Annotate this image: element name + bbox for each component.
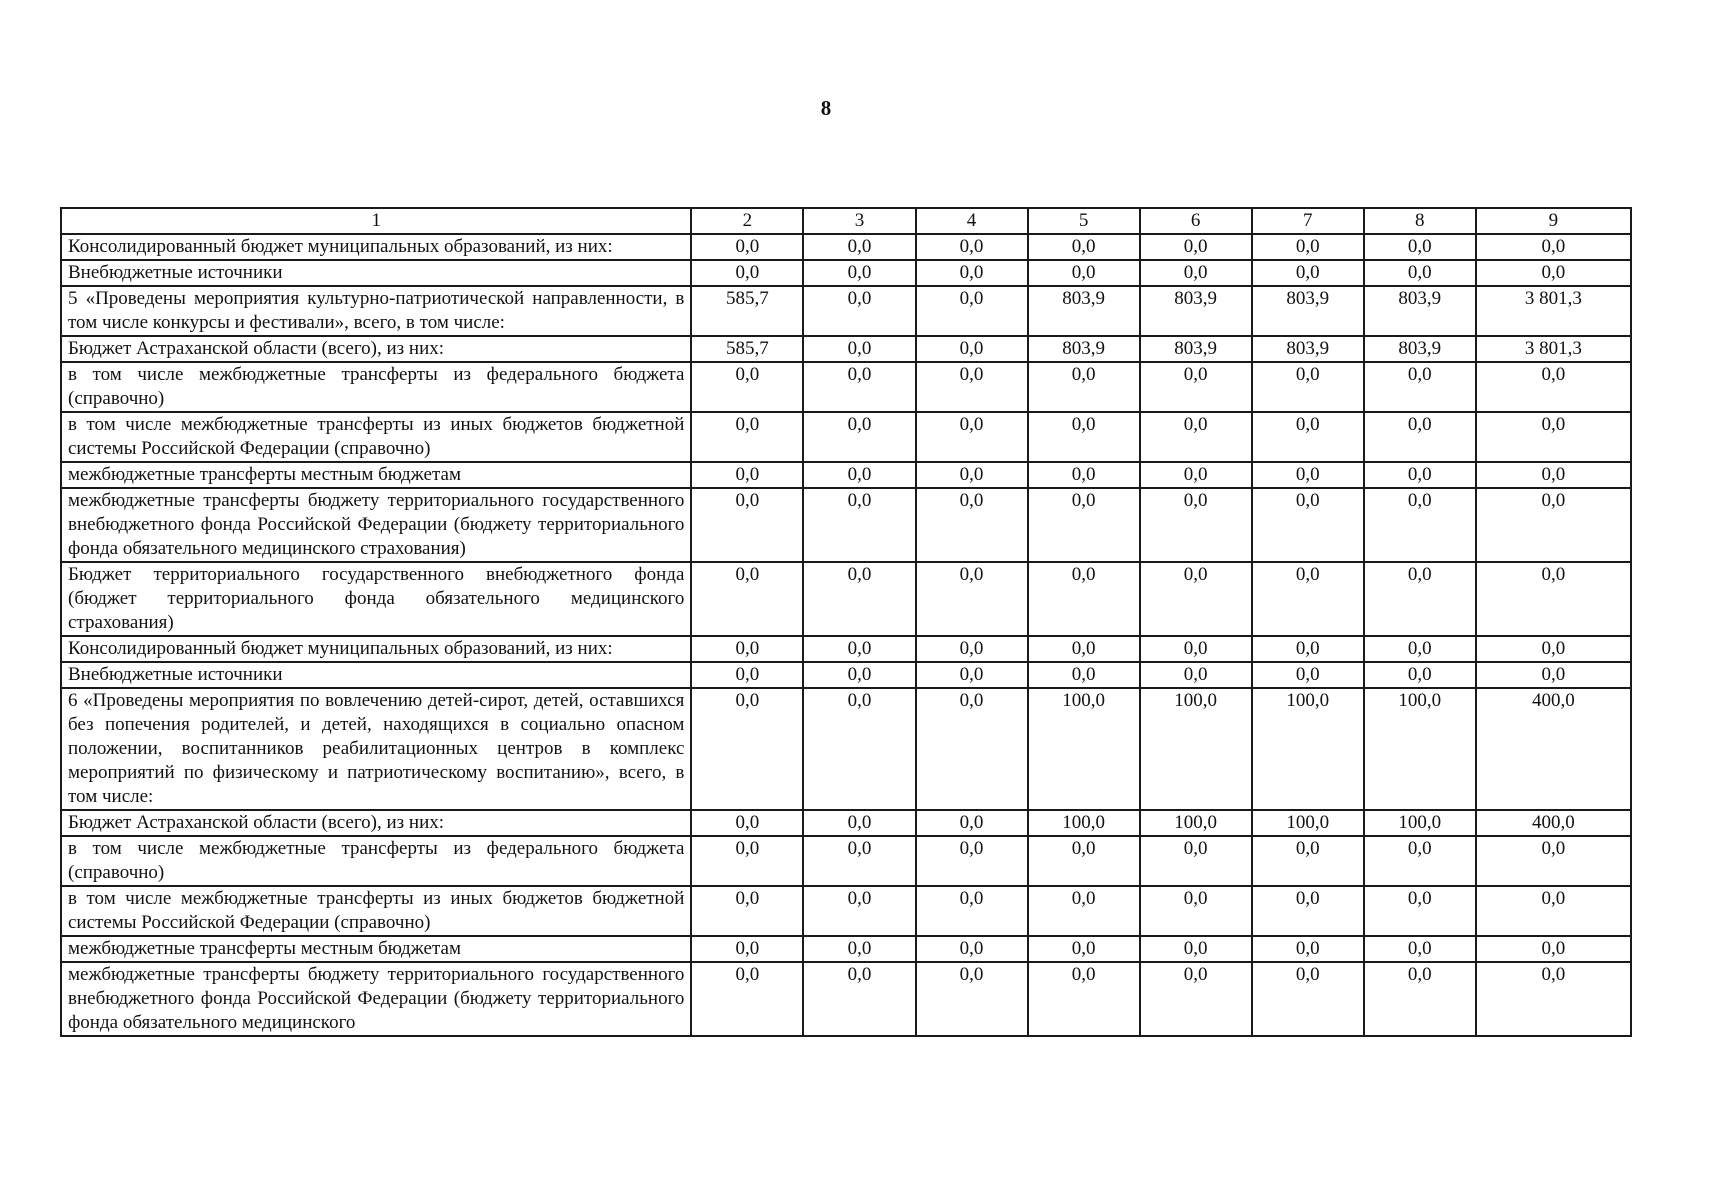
value-cell-col-5: 0,0 — [1028, 260, 1140, 286]
value-cell-col-6: 803,9 — [1140, 336, 1252, 362]
value-cell-col-8: 0,0 — [1364, 662, 1476, 688]
value-cell-col-4: 0,0 — [916, 962, 1028, 1036]
value-cell-col-2: 0,0 — [691, 636, 803, 662]
value-cell-col-3: 0,0 — [803, 336, 915, 362]
value-cell-col-6: 0,0 — [1140, 488, 1252, 562]
value-cell-col-7: 0,0 — [1252, 260, 1364, 286]
table-row — [61, 234, 1631, 260]
value-cell-col-6: 803,9 — [1140, 286, 1252, 336]
value-cell-col-2: 585,7 — [691, 286, 803, 336]
table-row — [61, 260, 1631, 286]
value-cell-col-5: 0,0 — [1028, 636, 1140, 662]
value-cell-col-9: 0,0 — [1476, 662, 1631, 688]
column-header: 1 — [61, 208, 691, 234]
row-label: Бюджет Астраханской области (всего), из них: — [61, 336, 691, 362]
value-cell-col-8: 0,0 — [1364, 636, 1476, 662]
value-cell-col-7: 803,9 — [1252, 286, 1364, 336]
value-cell-col-4: 0,0 — [916, 260, 1028, 286]
value-cell-col-3: 0,0 — [803, 810, 915, 836]
value-cell-col-4: 0,0 — [916, 836, 1028, 886]
row-label: межбюджетные трансферты бюджету территориального государственного внебюджетного фонда Российской Федерации (бюджету территориального фонда обязательного медицинского — [61, 962, 691, 1036]
value-cell-col-2: 0,0 — [691, 362, 803, 412]
value-cell-col-2: 0,0 — [691, 462, 803, 488]
value-cell-col-3: 0,0 — [803, 488, 915, 562]
row-label: Консолидированный бюджет муниципальных образований, из них: — [61, 636, 691, 662]
value-cell-col-2: 0,0 — [691, 234, 803, 260]
value-cell-col-9: 0,0 — [1476, 412, 1631, 462]
value-cell-col-3: 0,0 — [803, 936, 915, 962]
value-cell-col-8: 803,9 — [1364, 336, 1476, 362]
row-label: Бюджет Астраханской области (всего), из них: — [61, 810, 691, 836]
value-cell-col-5: 0,0 — [1028, 886, 1140, 936]
value-cell-col-5: 803,9 — [1028, 336, 1140, 362]
value-cell-col-4: 0,0 — [916, 688, 1028, 810]
value-cell-col-8: 0,0 — [1364, 412, 1476, 462]
row-label: в том числе межбюджетные трансферты из федерального бюджета (справочно) — [61, 362, 691, 412]
value-cell-col-7: 100,0 — [1252, 688, 1364, 810]
value-cell-col-8: 0,0 — [1364, 886, 1476, 936]
value-cell-col-5: 0,0 — [1028, 488, 1140, 562]
value-cell-col-4: 0,0 — [916, 488, 1028, 562]
value-cell-col-4: 0,0 — [916, 886, 1028, 936]
table-row — [61, 362, 1631, 412]
value-cell-col-4: 0,0 — [916, 362, 1028, 412]
table-body — [61, 234, 1631, 1036]
value-cell-col-7: 803,9 — [1252, 336, 1364, 362]
value-cell-col-9: 0,0 — [1476, 462, 1631, 488]
value-cell-col-5: 0,0 — [1028, 412, 1140, 462]
table-row — [61, 488, 1631, 562]
value-cell-col-5: 0,0 — [1028, 962, 1140, 1036]
value-cell-col-8: 0,0 — [1364, 936, 1476, 962]
row-label: Внебюджетные источники — [61, 260, 691, 286]
value-cell-col-6: 100,0 — [1140, 688, 1252, 810]
row-label: межбюджетные трансферты бюджету территориального государственного внебюджетного фонда Российской Федерации (бюджету территориального фонда обязательного медицинского страхования) — [61, 488, 691, 562]
value-cell-col-2: 0,0 — [691, 810, 803, 836]
value-cell-col-3: 0,0 — [803, 286, 915, 336]
value-cell-col-3: 0,0 — [803, 688, 915, 810]
value-cell-col-5: 100,0 — [1028, 688, 1140, 810]
value-cell-col-9: 0,0 — [1476, 836, 1631, 886]
value-cell-col-4: 0,0 — [916, 286, 1028, 336]
value-cell-col-7: 0,0 — [1252, 562, 1364, 636]
column-header: 6 — [1140, 208, 1252, 234]
table-row — [61, 688, 1631, 810]
value-cell-col-3: 0,0 — [803, 462, 915, 488]
value-cell-col-3: 0,0 — [803, 662, 915, 688]
table-header-row — [61, 208, 1631, 234]
value-cell-col-3: 0,0 — [803, 260, 915, 286]
value-cell-col-4: 0,0 — [916, 662, 1028, 688]
value-cell-col-5: 0,0 — [1028, 836, 1140, 886]
value-cell-col-4: 0,0 — [916, 810, 1028, 836]
value-cell-col-5: 803,9 — [1028, 286, 1140, 336]
value-cell-col-4: 0,0 — [916, 462, 1028, 488]
value-cell-col-6: 0,0 — [1140, 886, 1252, 936]
page-number: 8 — [820, 96, 832, 120]
column-header: 2 — [691, 208, 803, 234]
value-cell-col-9: 0,0 — [1476, 362, 1631, 412]
value-cell-col-6: 100,0 — [1140, 810, 1252, 836]
table-row — [61, 836, 1631, 886]
value-cell-col-2: 0,0 — [691, 488, 803, 562]
value-cell-col-2: 0,0 — [691, 886, 803, 936]
value-cell-col-7: 0,0 — [1252, 662, 1364, 688]
value-cell-col-6: 0,0 — [1140, 412, 1252, 462]
row-label: Внебюджетные источники — [61, 662, 691, 688]
table-row — [61, 562, 1631, 636]
value-cell-col-5: 0,0 — [1028, 234, 1140, 260]
table-row — [61, 886, 1631, 936]
value-cell-col-7: 0,0 — [1252, 636, 1364, 662]
value-cell-col-8: 100,0 — [1364, 810, 1476, 836]
value-cell-col-3: 0,0 — [803, 636, 915, 662]
value-cell-col-9: 3 801,3 — [1476, 336, 1631, 362]
value-cell-col-4: 0,0 — [916, 412, 1028, 462]
row-label: в том числе межбюджетные трансферты из иных бюджетов бюджетной системы Российской Федерации (справочно) — [61, 412, 691, 462]
value-cell-col-9: 0,0 — [1476, 936, 1631, 962]
column-header: 5 — [1028, 208, 1140, 234]
value-cell-col-9: 400,0 — [1476, 688, 1631, 810]
value-cell-col-6: 0,0 — [1140, 636, 1252, 662]
value-cell-col-5: 0,0 — [1028, 362, 1140, 412]
value-cell-col-6: 0,0 — [1140, 362, 1252, 412]
value-cell-col-2: 0,0 — [691, 936, 803, 962]
row-label: в том числе межбюджетные трансферты из иных бюджетов бюджетной системы Российской Федерации (справочно) — [61, 886, 691, 936]
value-cell-col-7: 0,0 — [1252, 234, 1364, 260]
value-cell-col-7: 100,0 — [1252, 810, 1364, 836]
value-cell-col-8: 803,9 — [1364, 286, 1476, 336]
table-row — [61, 412, 1631, 462]
value-cell-col-2: 0,0 — [691, 688, 803, 810]
value-cell-col-6: 0,0 — [1140, 662, 1252, 688]
value-cell-col-9: 0,0 — [1476, 562, 1631, 636]
value-cell-col-9: 0,0 — [1476, 962, 1631, 1036]
value-cell-col-6: 0,0 — [1140, 260, 1252, 286]
value-cell-col-9: 0,0 — [1476, 636, 1631, 662]
row-label: межбюджетные трансферты местным бюджетам — [61, 936, 691, 962]
column-header: 7 — [1252, 208, 1364, 234]
value-cell-col-6: 0,0 — [1140, 562, 1252, 636]
table-row — [61, 662, 1631, 688]
value-cell-col-2: 0,0 — [691, 962, 803, 1036]
value-cell-col-6: 0,0 — [1140, 936, 1252, 962]
column-header: 9 — [1476, 208, 1631, 234]
table-row — [61, 286, 1631, 336]
value-cell-col-2: 0,0 — [691, 260, 803, 286]
row-label: межбюджетные трансферты местным бюджетам — [61, 462, 691, 488]
value-cell-col-5: 0,0 — [1028, 662, 1140, 688]
row-label: Бюджет территориального государственного внебюджетного фонда (бюджет территориального фонда обязательного медицинского страхования) — [61, 562, 691, 636]
value-cell-col-9: 0,0 — [1476, 260, 1631, 286]
value-cell-col-6: 0,0 — [1140, 962, 1252, 1036]
value-cell-col-6: 0,0 — [1140, 234, 1252, 260]
value-cell-col-2: 585,7 — [691, 336, 803, 362]
value-cell-col-5: 100,0 — [1028, 810, 1140, 836]
value-cell-col-4: 0,0 — [916, 234, 1028, 260]
value-cell-col-7: 0,0 — [1252, 412, 1364, 462]
value-cell-col-5: 0,0 — [1028, 936, 1140, 962]
value-cell-col-9: 0,0 — [1476, 886, 1631, 936]
value-cell-col-3: 0,0 — [803, 562, 915, 636]
row-label: 6 «Проведены мероприятия по вовлечению детей-сирот, детей, оставшихся без попечения родителей, и детей, находящихся в социально опасном положении, воспитанников реабилитационных центров в комплекс мероприятий по физическому и патриотическому воспитанию», всего, в том числе: — [61, 688, 691, 810]
value-cell-col-8: 0,0 — [1364, 362, 1476, 412]
value-cell-col-7: 0,0 — [1252, 962, 1364, 1036]
table-row — [61, 336, 1631, 362]
value-cell-col-7: 0,0 — [1252, 488, 1364, 562]
value-cell-col-2: 0,0 — [691, 412, 803, 462]
value-cell-col-7: 0,0 — [1252, 936, 1364, 962]
row-label: в том числе межбюджетные трансферты из федерального бюджета (справочно) — [61, 836, 691, 886]
value-cell-col-4: 0,0 — [916, 636, 1028, 662]
value-cell-col-8: 0,0 — [1364, 562, 1476, 636]
value-cell-col-3: 0,0 — [803, 886, 915, 936]
value-cell-col-9: 400,0 — [1476, 810, 1631, 836]
value-cell-col-9: 0,0 — [1476, 488, 1631, 562]
value-cell-col-3: 0,0 — [803, 362, 915, 412]
value-cell-col-5: 0,0 — [1028, 562, 1140, 636]
value-cell-col-8: 0,0 — [1364, 488, 1476, 562]
value-cell-col-5: 0,0 — [1028, 462, 1140, 488]
value-cell-col-7: 0,0 — [1252, 836, 1364, 886]
value-cell-col-8: 0,0 — [1364, 260, 1476, 286]
column-header: 4 — [916, 208, 1028, 234]
value-cell-col-4: 0,0 — [916, 936, 1028, 962]
value-cell-col-7: 0,0 — [1252, 886, 1364, 936]
budget-table — [60, 207, 1632, 1037]
value-cell-col-6: 0,0 — [1140, 462, 1252, 488]
value-cell-col-9: 3 801,3 — [1476, 286, 1631, 336]
value-cell-col-4: 0,0 — [916, 336, 1028, 362]
value-cell-col-3: 0,0 — [803, 412, 915, 462]
value-cell-col-2: 0,0 — [691, 836, 803, 886]
value-cell-col-2: 0,0 — [691, 562, 803, 636]
table-row — [61, 962, 1631, 1036]
column-header: 8 — [1364, 208, 1476, 234]
value-cell-col-3: 0,0 — [803, 234, 915, 260]
value-cell-col-9: 0,0 — [1476, 234, 1631, 260]
value-cell-col-8: 0,0 — [1364, 234, 1476, 260]
table-row — [61, 936, 1631, 962]
table-row — [61, 462, 1631, 488]
value-cell-col-8: 100,0 — [1364, 688, 1476, 810]
row-label: 5 «Проведены мероприятия культурно-патриотической направленности, в том числе конкурсы и фестивали», всего, в том числе: — [61, 286, 691, 336]
value-cell-col-8: 0,0 — [1364, 836, 1476, 886]
value-cell-col-8: 0,0 — [1364, 962, 1476, 1036]
value-cell-col-3: 0,0 — [803, 836, 915, 886]
value-cell-col-6: 0,0 — [1140, 836, 1252, 886]
value-cell-col-3: 0,0 — [803, 962, 915, 1036]
table-row — [61, 636, 1631, 662]
column-header: 3 — [803, 208, 915, 234]
value-cell-col-4: 0,0 — [916, 562, 1028, 636]
value-cell-col-7: 0,0 — [1252, 362, 1364, 412]
value-cell-col-7: 0,0 — [1252, 462, 1364, 488]
value-cell-col-8: 0,0 — [1364, 462, 1476, 488]
row-label: Консолидированный бюджет муниципальных образований, из них: — [61, 234, 691, 260]
table-row — [61, 810, 1631, 836]
value-cell-col-2: 0,0 — [691, 662, 803, 688]
